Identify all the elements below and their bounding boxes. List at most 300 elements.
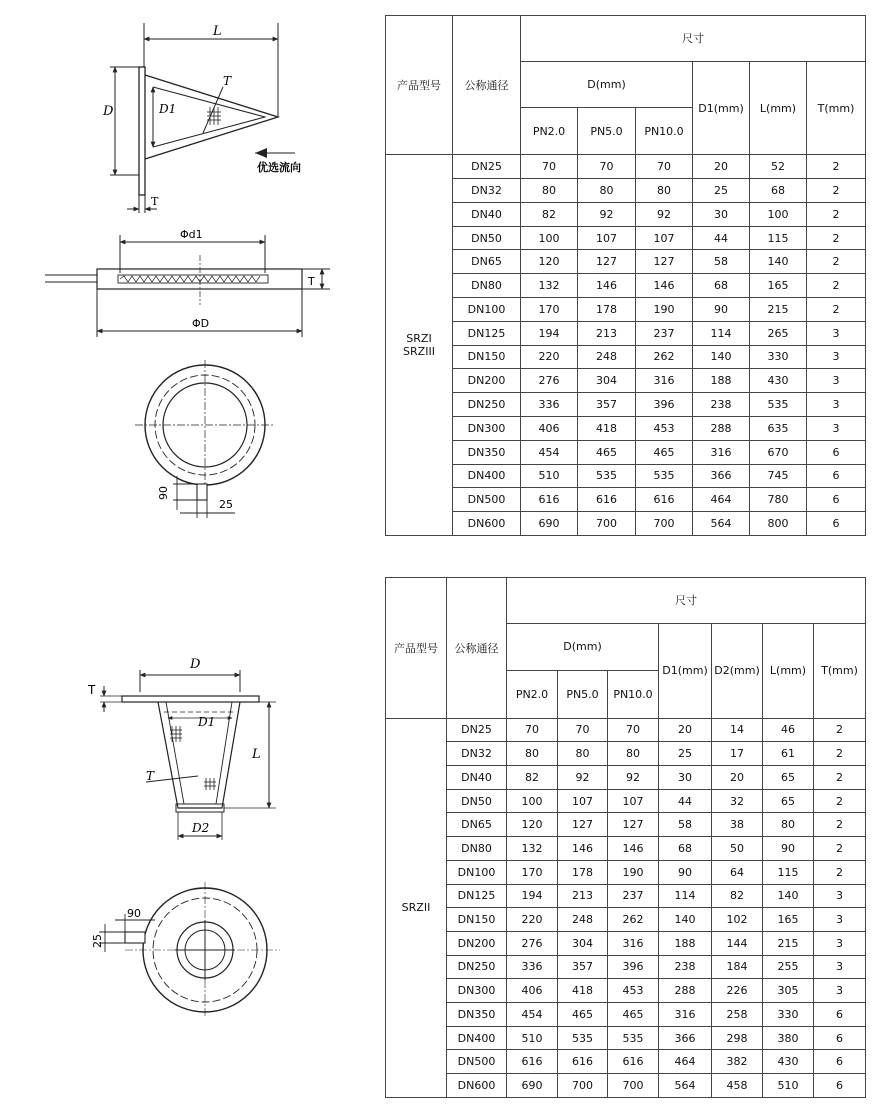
table-cell: 70 — [521, 155, 578, 179]
table-cell: 535 — [558, 1026, 608, 1050]
table-cell: 510 — [763, 1074, 814, 1098]
table-cell: 316 — [659, 1003, 712, 1027]
table-cell: 238 — [659, 955, 712, 979]
table-cell: DN50 — [447, 789, 507, 813]
table-cell: 6 — [814, 1003, 866, 1027]
dim2-25-label: 25 — [91, 934, 104, 948]
table-cell: 6 — [807, 488, 866, 512]
table-cell: 70 — [608, 718, 659, 742]
table-cell: 213 — [578, 321, 636, 345]
table-cell: 127 — [578, 250, 636, 274]
table-cell: DN350 — [447, 1003, 507, 1027]
table-cell: 262 — [636, 345, 693, 369]
table-cell: 127 — [636, 250, 693, 274]
table-cell: 3 — [807, 345, 866, 369]
table-row — [386, 321, 866, 345]
table-cell: 17 — [712, 742, 763, 766]
table-cell: 454 — [507, 1003, 558, 1027]
table-cell: 165 — [750, 274, 807, 298]
table-cell: 700 — [636, 512, 693, 536]
dim-T-bottom-label: T — [151, 195, 159, 208]
table-cell: 58 — [693, 250, 750, 274]
table-cell: 2 — [807, 179, 866, 203]
table-cell: 178 — [558, 860, 608, 884]
table-cell: 454 — [521, 440, 578, 464]
table-cell: 2 — [814, 765, 866, 789]
table-cell: 690 — [521, 512, 578, 536]
table-cell: 44 — [693, 226, 750, 250]
table-cell: 3 — [814, 884, 866, 908]
table-cell: 114 — [659, 884, 712, 908]
table-cell: DN80 — [447, 837, 507, 861]
table-cell: 68 — [659, 837, 712, 861]
table-cell: 215 — [750, 298, 807, 322]
table-cell: 82 — [521, 202, 578, 226]
table-cell: DN100 — [447, 860, 507, 884]
dimension-table-srzi — [385, 15, 866, 536]
dim-D1-label: D1 — [159, 102, 177, 116]
table-row — [386, 464, 866, 488]
table-cell: 535 — [608, 1026, 659, 1050]
table-cell: 188 — [659, 931, 712, 955]
dim-D-label: D — [103, 104, 114, 119]
table-cell: 213 — [558, 884, 608, 908]
table-cell: 535 — [578, 464, 636, 488]
table-cell: 700 — [558, 1074, 608, 1098]
table-cell: 115 — [763, 860, 814, 884]
table-cell: 64 — [712, 860, 763, 884]
table-cell: DN65 — [447, 813, 507, 837]
table-cell: 20 — [712, 765, 763, 789]
table-cell: 464 — [659, 1050, 712, 1074]
table-cell: 170 — [521, 298, 578, 322]
table-cell: 80 — [636, 179, 693, 203]
table-cell: 80 — [578, 179, 636, 203]
table-cell: DN50 — [453, 226, 521, 250]
table-cell: 3 — [807, 369, 866, 393]
table-cell: 190 — [636, 298, 693, 322]
table-cell: 14 — [712, 718, 763, 742]
table-cell: 238 — [693, 393, 750, 417]
table-cell: 3 — [814, 908, 866, 932]
table-cell: 316 — [608, 931, 659, 955]
table-cell: 330 — [763, 1003, 814, 1027]
table-cell: 144 — [712, 931, 763, 955]
table-cell: 616 — [521, 488, 578, 512]
table-cell: 535 — [636, 464, 693, 488]
col-pn20: PN2.0 — [521, 107, 578, 155]
table-cell: 100 — [507, 789, 558, 813]
table-cell: 564 — [693, 512, 750, 536]
table-cell: 3 — [807, 393, 866, 417]
table-cell: 336 — [521, 393, 578, 417]
table-cell: 6 — [814, 1074, 866, 1098]
product-model-cell — [386, 155, 453, 536]
table-cell: 248 — [558, 908, 608, 932]
table-cell: DN600 — [447, 1074, 507, 1098]
table-row — [386, 884, 866, 908]
dim2-D-label: D — [190, 657, 201, 672]
table-cell: 330 — [750, 345, 807, 369]
table-cell: 453 — [608, 979, 659, 1003]
table-row — [386, 202, 866, 226]
table-cell: 100 — [750, 202, 807, 226]
table-cell: 265 — [750, 321, 807, 345]
table-cell: 690 — [507, 1074, 558, 1098]
table-cell: 535 — [750, 393, 807, 417]
table-cell: DN400 — [453, 464, 521, 488]
table-row — [386, 931, 866, 955]
table-cell: DN300 — [453, 416, 521, 440]
dim-25-label: 25 — [219, 498, 233, 511]
table-row — [386, 226, 866, 250]
table-cell: 465 — [608, 1003, 659, 1027]
table-cell: 140 — [693, 345, 750, 369]
table-cell: 220 — [507, 908, 558, 932]
col-pn50: PN5.0 — [578, 107, 636, 155]
table-row — [386, 837, 866, 861]
table-cell: 80 — [507, 742, 558, 766]
table-cell: 396 — [608, 955, 659, 979]
table-cell: 700 — [578, 512, 636, 536]
table-cell: DN350 — [453, 440, 521, 464]
dim2-T-label: T — [88, 683, 96, 697]
table-row — [386, 512, 866, 536]
table-row — [386, 718, 866, 742]
table-cell: 305 — [763, 979, 814, 1003]
table-cell: DN125 — [447, 884, 507, 908]
product-model-label: SRZIII — [403, 345, 435, 359]
col2-d2-mm: D2(mm) — [712, 623, 763, 718]
col-d1-mm: D1(mm) — [693, 61, 750, 154]
table-cell: 430 — [763, 1050, 814, 1074]
dim-90-label: 90 — [157, 486, 170, 500]
table-row — [386, 1003, 866, 1027]
dim2-L-label: L — [252, 747, 261, 762]
table-row — [386, 860, 866, 884]
table-cell: 120 — [521, 250, 578, 274]
table-row — [386, 369, 866, 393]
table-cell: 107 — [578, 226, 636, 250]
table-cell: DN200 — [447, 931, 507, 955]
table-cell: DN500 — [447, 1050, 507, 1074]
dim-T-label: T — [223, 74, 232, 88]
table-cell: 3 — [807, 321, 866, 345]
table-row — [386, 274, 866, 298]
dimension-table-srzii — [385, 577, 866, 1098]
table-cell: 616 — [636, 488, 693, 512]
col-nominal-size: 公称通径 — [453, 16, 521, 155]
table-row — [386, 488, 866, 512]
col2-t-mm: T(mm) — [814, 623, 866, 718]
table-cell: 2 — [807, 155, 866, 179]
table-cell: 276 — [521, 369, 578, 393]
table-cell: 46 — [763, 718, 814, 742]
basket-plan-drawing — [85, 880, 285, 1020]
table-cell: 616 — [507, 1050, 558, 1074]
table-cell: 464 — [693, 488, 750, 512]
table-row — [386, 979, 866, 1003]
table-cell: 2 — [814, 742, 866, 766]
ring-plan-drawing — [125, 360, 295, 525]
table-cell: 453 — [636, 416, 693, 440]
table-row — [386, 1074, 866, 1098]
table-cell: 114 — [693, 321, 750, 345]
table-cell: 458 — [712, 1074, 763, 1098]
table-row — [386, 250, 866, 274]
table-cell: 90 — [763, 837, 814, 861]
col-product-model: 产品型号 — [386, 16, 453, 155]
table-cell: 80 — [558, 742, 608, 766]
table-cell: DN500 — [453, 488, 521, 512]
table-cell: 2 — [807, 202, 866, 226]
table-cell: 2 — [814, 718, 866, 742]
table-cell: 6 — [807, 512, 866, 536]
table-cell: 70 — [507, 718, 558, 742]
dim2-D1-label: D1 — [198, 715, 216, 729]
table-cell: 188 — [693, 369, 750, 393]
table-cell: DN600 — [453, 512, 521, 536]
table-cell: 100 — [521, 226, 578, 250]
dim-phi-d1-label: Φd1 — [180, 228, 203, 241]
table-row — [386, 155, 866, 179]
col2-product-model: 产品型号 — [386, 578, 447, 719]
table-cell: 120 — [507, 813, 558, 837]
table-cell: 288 — [693, 416, 750, 440]
table-cell: 38 — [712, 813, 763, 837]
cone-strainer-side-drawing — [95, 15, 325, 220]
table-cell: 215 — [763, 931, 814, 955]
table-cell: 3 — [814, 955, 866, 979]
table-cell: 70 — [636, 155, 693, 179]
col-pn100: PN10.0 — [636, 107, 693, 155]
table-cell: DN250 — [453, 393, 521, 417]
dim2-T-inner-label: T — [146, 769, 155, 783]
table-cell: 316 — [636, 369, 693, 393]
table-cell: 115 — [750, 226, 807, 250]
table-cell: 357 — [578, 393, 636, 417]
table-cell: 140 — [750, 250, 807, 274]
table-cell: 3 — [814, 931, 866, 955]
table-cell: 6 — [814, 1050, 866, 1074]
table-cell: 80 — [763, 813, 814, 837]
table-cell: DN125 — [453, 321, 521, 345]
table-cell: 6 — [807, 464, 866, 488]
table-cell: 406 — [507, 979, 558, 1003]
table-cell: 184 — [712, 955, 763, 979]
table-cell: 70 — [578, 155, 636, 179]
product-model-label: SRZII — [401, 901, 431, 915]
col2-pn50: PN5.0 — [558, 671, 608, 718]
table-cell: 82 — [712, 884, 763, 908]
table-cell: 102 — [712, 908, 763, 932]
table-cell: 220 — [521, 345, 578, 369]
table-cell: 146 — [636, 274, 693, 298]
table-cell: 30 — [693, 202, 750, 226]
table-cell: 336 — [507, 955, 558, 979]
table-cell: 80 — [521, 179, 578, 203]
col-l-mm: L(mm) — [750, 61, 807, 154]
col2-nominal-size: 公称通径 — [447, 578, 507, 719]
table-cell: 30 — [659, 765, 712, 789]
table-cell: 2 — [807, 274, 866, 298]
table-cell: 304 — [578, 369, 636, 393]
table-cell: DN400 — [447, 1026, 507, 1050]
table-cell: 146 — [578, 274, 636, 298]
dim-phi-D-label: ΦD — [192, 317, 210, 330]
table-cell: 3 — [814, 979, 866, 1003]
table-cell: 190 — [608, 860, 659, 884]
table-cell: 3 — [807, 416, 866, 440]
table-cell: DN65 — [453, 250, 521, 274]
table-cell: 258 — [712, 1003, 763, 1027]
table-cell: DN150 — [453, 345, 521, 369]
col2-dimensions: 尺寸 — [507, 578, 866, 624]
table-row — [386, 813, 866, 837]
col2-pn100: PN10.0 — [608, 671, 659, 718]
table-cell: 2 — [814, 837, 866, 861]
table-cell: 140 — [763, 884, 814, 908]
table-cell: 92 — [578, 202, 636, 226]
table-cell: 380 — [763, 1026, 814, 1050]
table-cell: 226 — [712, 979, 763, 1003]
table-cell: 700 — [608, 1074, 659, 1098]
table-cell: 65 — [763, 789, 814, 813]
table-cell: 90 — [693, 298, 750, 322]
table-cell: 107 — [558, 789, 608, 813]
table-cell: 510 — [521, 464, 578, 488]
table-row — [386, 765, 866, 789]
table-cell: DN32 — [447, 742, 507, 766]
table-cell: 92 — [608, 765, 659, 789]
table-cell: 670 — [750, 440, 807, 464]
table-cell: 127 — [558, 813, 608, 837]
table-cell: 316 — [693, 440, 750, 464]
table-cell: 68 — [693, 274, 750, 298]
table-cell: 70 — [558, 718, 608, 742]
table-cell: 288 — [659, 979, 712, 1003]
table-cell: DN100 — [453, 298, 521, 322]
col-d-mm: D(mm) — [521, 61, 693, 107]
table-cell: 298 — [712, 1026, 763, 1050]
table-cell: 745 — [750, 464, 807, 488]
table-cell: 2 — [814, 789, 866, 813]
table-cell: 44 — [659, 789, 712, 813]
table-cell: 127 — [608, 813, 659, 837]
table-row — [386, 908, 866, 932]
table-cell: 418 — [558, 979, 608, 1003]
table-cell: 6 — [814, 1026, 866, 1050]
product-model-label: SRZI — [406, 332, 432, 346]
table-cell: 2 — [814, 813, 866, 837]
table-cell: 25 — [659, 742, 712, 766]
table-cell: 82 — [507, 765, 558, 789]
table-cell: 465 — [558, 1003, 608, 1027]
table-cell: 304 — [558, 931, 608, 955]
table-row — [386, 440, 866, 464]
table-cell: 146 — [558, 837, 608, 861]
table-cell: DN150 — [447, 908, 507, 932]
col-t-mm: T(mm) — [807, 61, 866, 154]
dim-T-side-label: T — [308, 275, 315, 288]
table-cell: 61 — [763, 742, 814, 766]
col-dimensions: 尺寸 — [521, 16, 866, 62]
table-row — [386, 345, 866, 369]
table-cell: 68 — [750, 179, 807, 203]
flow-direction-text: 优选流向 — [257, 161, 301, 174]
table-cell: 2 — [807, 250, 866, 274]
table-cell: 2 — [807, 226, 866, 250]
table-cell: 50 — [712, 837, 763, 861]
table-cell: 635 — [750, 416, 807, 440]
table-cell: 178 — [578, 298, 636, 322]
table-cell: 20 — [693, 155, 750, 179]
table-cell: 237 — [608, 884, 659, 908]
table-cell: 366 — [693, 464, 750, 488]
col2-d1-mm: D1(mm) — [659, 623, 712, 718]
table-cell: 194 — [507, 884, 558, 908]
table-cell: 366 — [659, 1026, 712, 1050]
table-row — [386, 179, 866, 203]
table-row — [386, 955, 866, 979]
table-cell: 396 — [636, 393, 693, 417]
table-cell: 616 — [578, 488, 636, 512]
table-cell: 2 — [814, 860, 866, 884]
table-cell: 140 — [659, 908, 712, 932]
table-row — [386, 742, 866, 766]
table-row — [386, 416, 866, 440]
table-row — [386, 393, 866, 417]
table-cell: 132 — [507, 837, 558, 861]
product-model-cell — [386, 718, 447, 1097]
table-row — [386, 1026, 866, 1050]
table-cell: 165 — [763, 908, 814, 932]
table-cell: 357 — [558, 955, 608, 979]
table-cell: 146 — [608, 837, 659, 861]
table-row — [386, 1050, 866, 1074]
table-cell: 65 — [763, 765, 814, 789]
table-cell: 255 — [763, 955, 814, 979]
table-cell: 465 — [636, 440, 693, 464]
table-cell: 262 — [608, 908, 659, 932]
table-cell: 92 — [636, 202, 693, 226]
table-cell: 406 — [521, 416, 578, 440]
flat-plate-section-drawing — [40, 225, 340, 345]
dim2-D2-label: D2 — [192, 821, 210, 835]
table-cell: 6 — [807, 440, 866, 464]
table-cell: 25 — [693, 179, 750, 203]
table-cell: 800 — [750, 512, 807, 536]
table-cell: 430 — [750, 369, 807, 393]
table-row — [386, 789, 866, 813]
table-cell: DN25 — [453, 155, 521, 179]
basket-strainer-side-drawing — [80, 650, 280, 840]
table-cell: DN250 — [447, 955, 507, 979]
table-cell: 58 — [659, 813, 712, 837]
table-cell: 237 — [636, 321, 693, 345]
col2-d-mm: D(mm) — [507, 623, 659, 670]
table-cell: DN32 — [453, 179, 521, 203]
table-cell: 20 — [659, 718, 712, 742]
table-cell: DN80 — [453, 274, 521, 298]
table-cell: DN200 — [453, 369, 521, 393]
table-cell: 132 — [521, 274, 578, 298]
table-cell: 510 — [507, 1026, 558, 1050]
dim-L-label: L — [213, 24, 222, 39]
table-cell: 90 — [659, 860, 712, 884]
table-cell: 107 — [636, 226, 693, 250]
table-cell: DN25 — [447, 718, 507, 742]
